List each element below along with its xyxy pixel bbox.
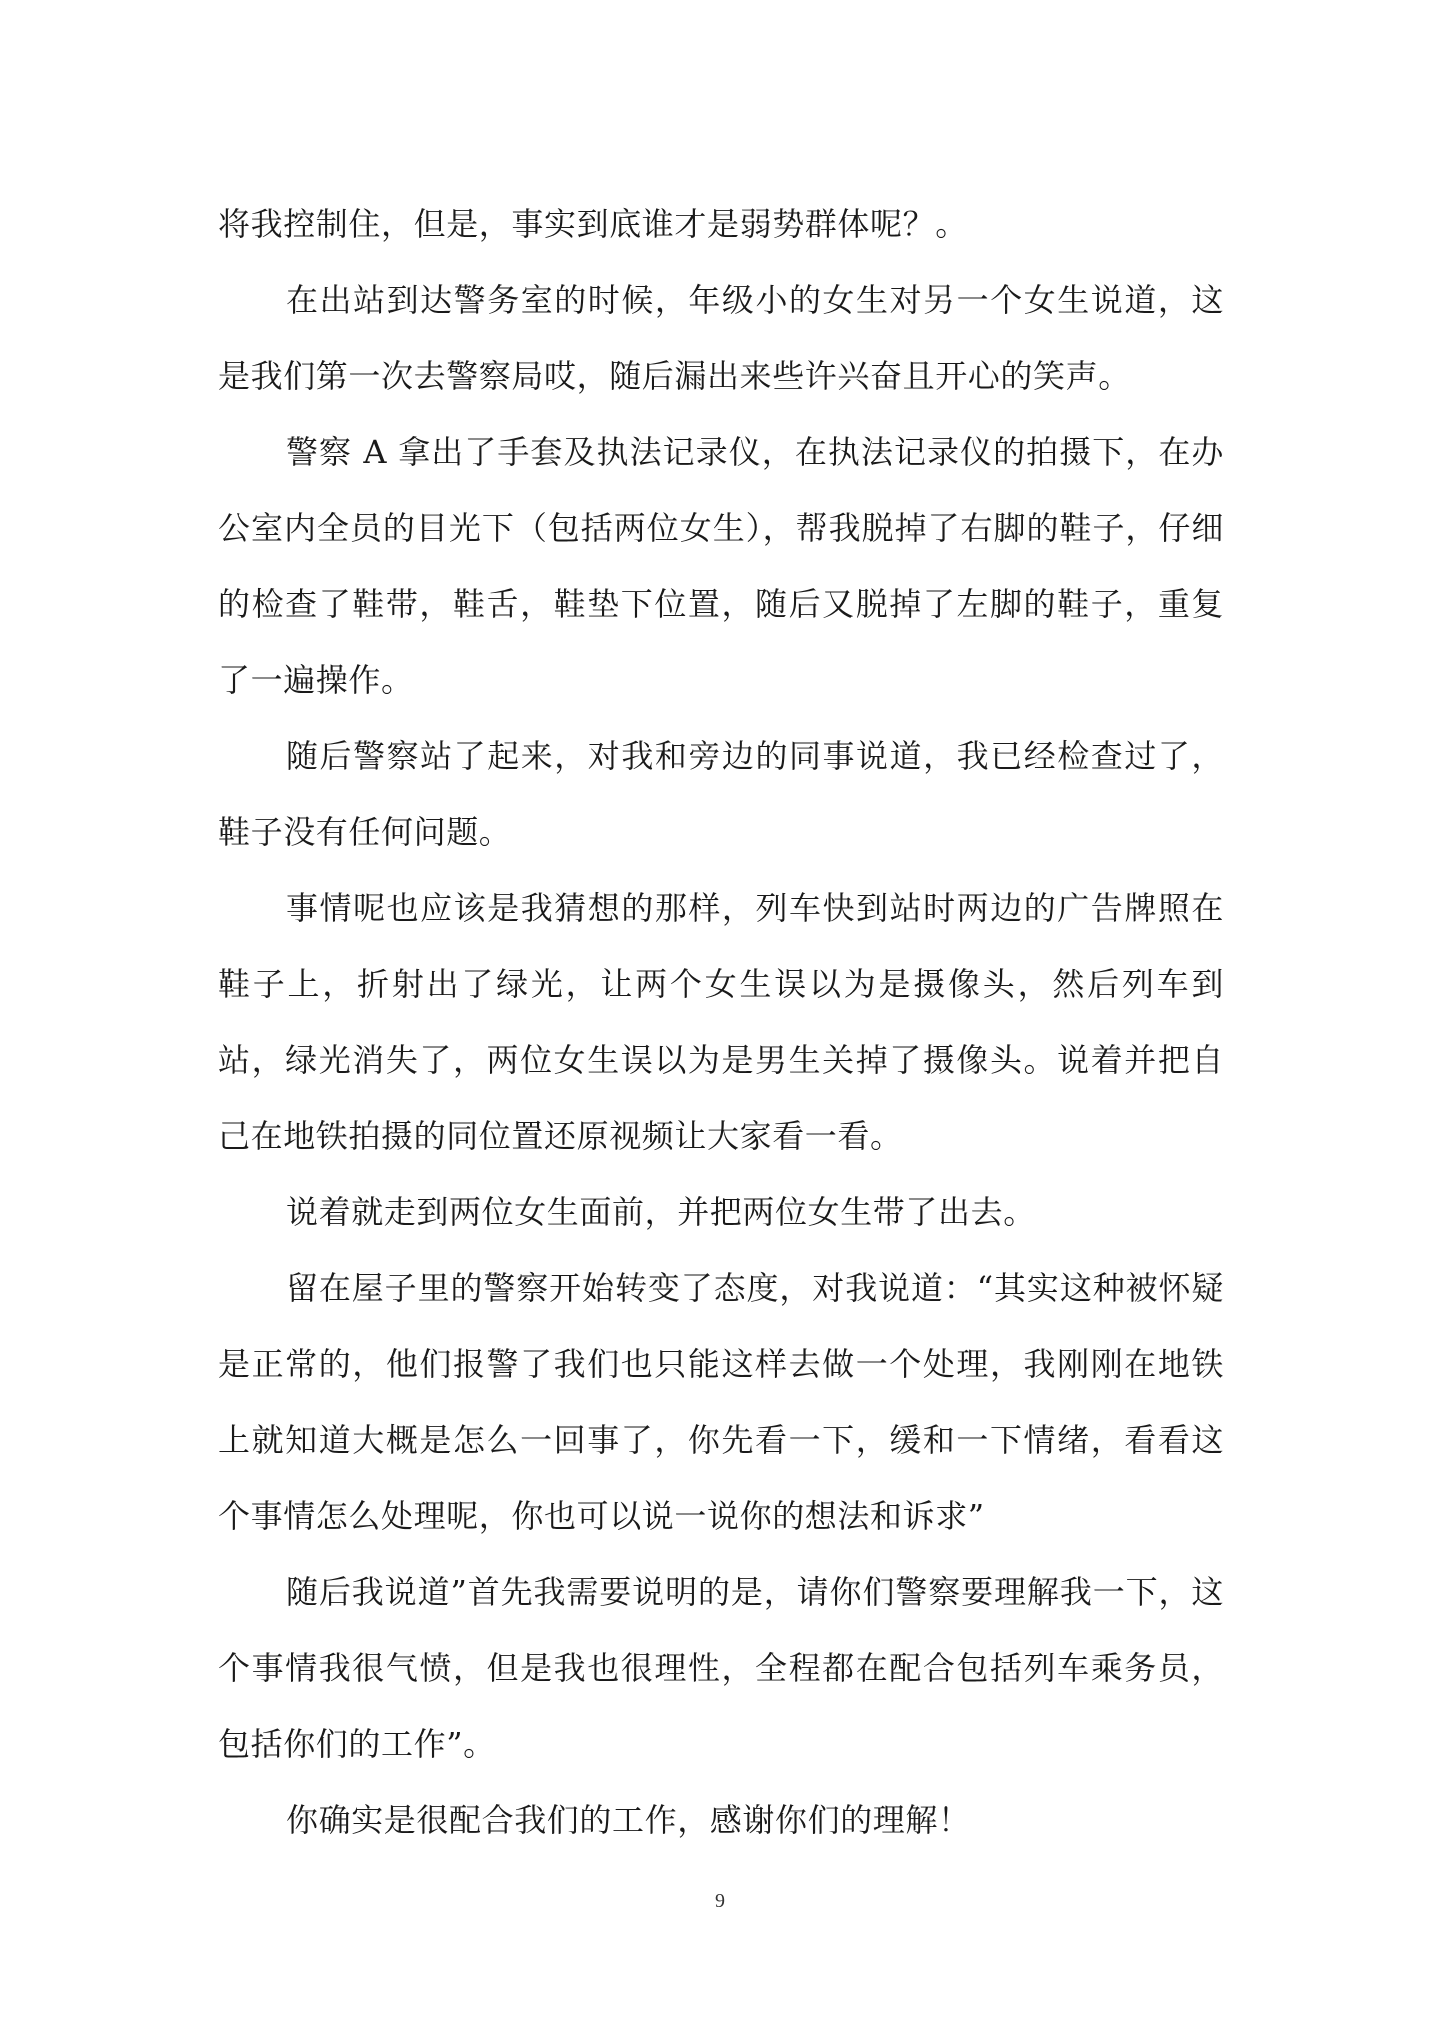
paragraph: 警察 A 拿出了手套及执法记录仪，在执法记录仪的拍摄下，在办公室内全员的目光下（包括两位女生），帮我脱掉了右脚的鞋子，仔细的检查了鞋带，鞋舌，鞋垫下位置，随后又脱掉了左脚的鞋子，重复了一遍操作。 xyxy=(218,433,1224,699)
paragraph: 将我控制住，但是，事实到底谁才是弱势群体呢？。 xyxy=(218,205,968,243)
page-number: 9 xyxy=(715,1890,725,1912)
paragraph: 说着就走到两位女生面前，并把两位女生带了出去。 xyxy=(286,1193,1036,1231)
paragraph: 随后我说道”首先我需要说明的是，请你们警察要理解我一下，这个事情我很气愤，但是我也很理性，全程都在配合包括列车乘务员，包括你们的工作”。 xyxy=(218,1573,1224,1763)
body-text xyxy=(218,186,1224,1858)
paragraph: 随后警察站了起来，对我和旁边的同事说道，我已经检查过了，鞋子没有任何问题。 xyxy=(218,737,1224,851)
paragraph: 事情呢也应该是我猜想的那样，列车快到站时两边的广告牌照在鞋子上，折射出了绿光，让两个女生误以为是摄像头，然后列车到站，绿光消失了，两位女生误以为是男生关掉了摄像头。说着并把自己在地铁拍摄的同位置还原视频让大家看一看。 xyxy=(218,889,1224,1155)
paragraph: 留在屋子里的警察开始转变了态度，对我说道：“其实这种被怀疑是正常的，他们报警了我们也只能这样去做一个处理，我刚刚在地铁上就知道大概是怎么一回事了，你先看一下，缓和一下情绪，看看这个事情怎么处理呢，你也可以说一说你的想法和诉求” xyxy=(218,1269,1224,1535)
paragraph: 你确实是很配合我们的工作，感谢你们的理解！ xyxy=(286,1801,971,1839)
paragraph: 在出站到达警务室的时候，年级小的女生对另一个女生说道，这是我们第一次去警察局哎，随后漏出来些许兴奋且开心的笑声。 xyxy=(218,281,1224,395)
